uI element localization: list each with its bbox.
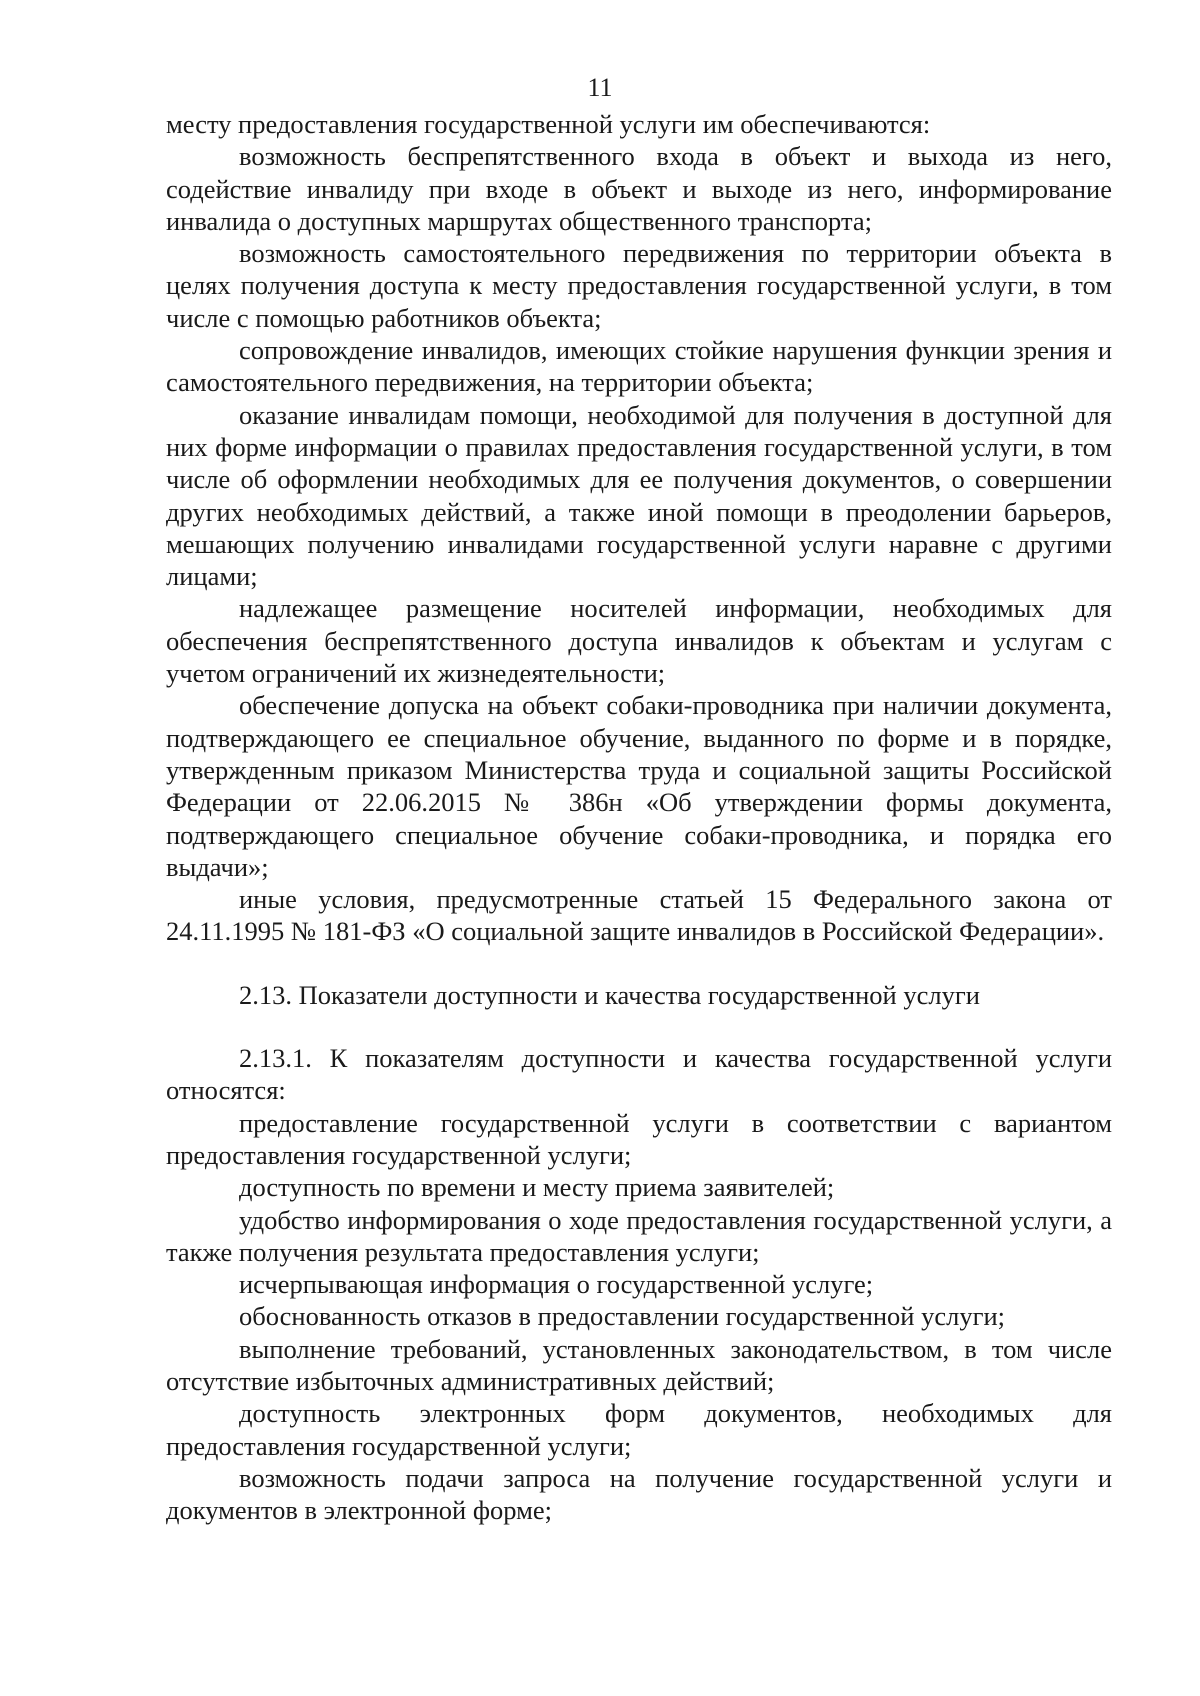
paragraph: возможность подачи запроса на получение государственной услуги и документов в электронной форме; <box>166 1462 1112 1526</box>
paragraph: удобство информирования о ходе предоставления государственной услуги, а также получения результата предоставления услуги; <box>166 1204 1112 1267</box>
document-body <box>166 108 1112 1526</box>
paragraph: оказание инвалидам помощи, необходимой для получения в доступной для них форме информации о правилах предоставления государственной услуги, в том числе об оформлении необходимых для ее получения документов, о совершении других необходимых действий, а также иной помощи в преодолении барьеров, мешающих получению инвалидами государственной услуги наравне с другими лицами; <box>166 399 1112 592</box>
paragraph: сопровождение инвалидов, имеющих стойкие нарушения функции зрения и самостоятельного передвижения, на территории объекта; <box>166 335 1112 398</box>
paragraph: обеспечение допуска на объект собаки-проводника при наличии документа, подтверждающего ее специальное обучение, выданного по форме и в порядке, утвержденным приказом Министерства труда и социальной защиты Российской Федерации от 22.06.2015 № 386н «Об утверждении формы документа, подтверждающего специальное обучение собаки-проводника, и порядка его выдачи»; <box>166 690 1112 882</box>
paragraph: обоснованность отказов в предоставлении государственной услуги; <box>239 1301 1006 1332</box>
paragraph: иные условия, предусмотренные статьей 15 Федерального закона от 24.11.1995 № 181-ФЗ «О социальной защите инвалидов в Российской Федерации». <box>166 884 1112 947</box>
paragraph: доступность электронных форм документов, необходимых для предоставления государственной услуги; <box>166 1398 1112 1461</box>
paragraph: надлежащее размещение носителей информации, необходимых для обеспечения беспрепятственного доступа инвалидов к объектам и услугам с учетом ограничений их жизнедеятельности; <box>166 593 1112 689</box>
section-heading: 2.13. Показатели доступности и качества государственной услуги <box>239 979 980 1010</box>
paragraph: возможность беспрепятственного входа в объект и выхода из него, содействие инвалиду при входе в объект и выходе из него, информирование инвалида о доступных маршрутах общественного транспорта; <box>166 141 1112 236</box>
paragraph: исчерпывающая информация о государственной услуге; <box>239 1269 874 1300</box>
paragraph: 2.13.1. К показателям доступности и качества государственной услуги относятся: <box>166 1043 1112 1106</box>
paragraph: месту предоставления государственной услуги им обеспечиваются: <box>166 109 931 139</box>
page-number: 11 <box>587 73 613 102</box>
paragraph: предоставление государственной услуги в соответствии с вариантом предоставления государственной услуги; <box>166 1107 1112 1170</box>
paragraph: доступность по времени и месту приема заявителей; <box>239 1172 835 1203</box>
paragraph: выполнение требований, установленных законодательством, в том числе отсутствие избыточных административных действий; <box>166 1333 1112 1396</box>
paragraph: возможность самостоятельного передвижения по территории объекта в целях получения доступа к месту предоставления государственной услуги, в том числе с помощью работников объекта; <box>166 238 1112 333</box>
